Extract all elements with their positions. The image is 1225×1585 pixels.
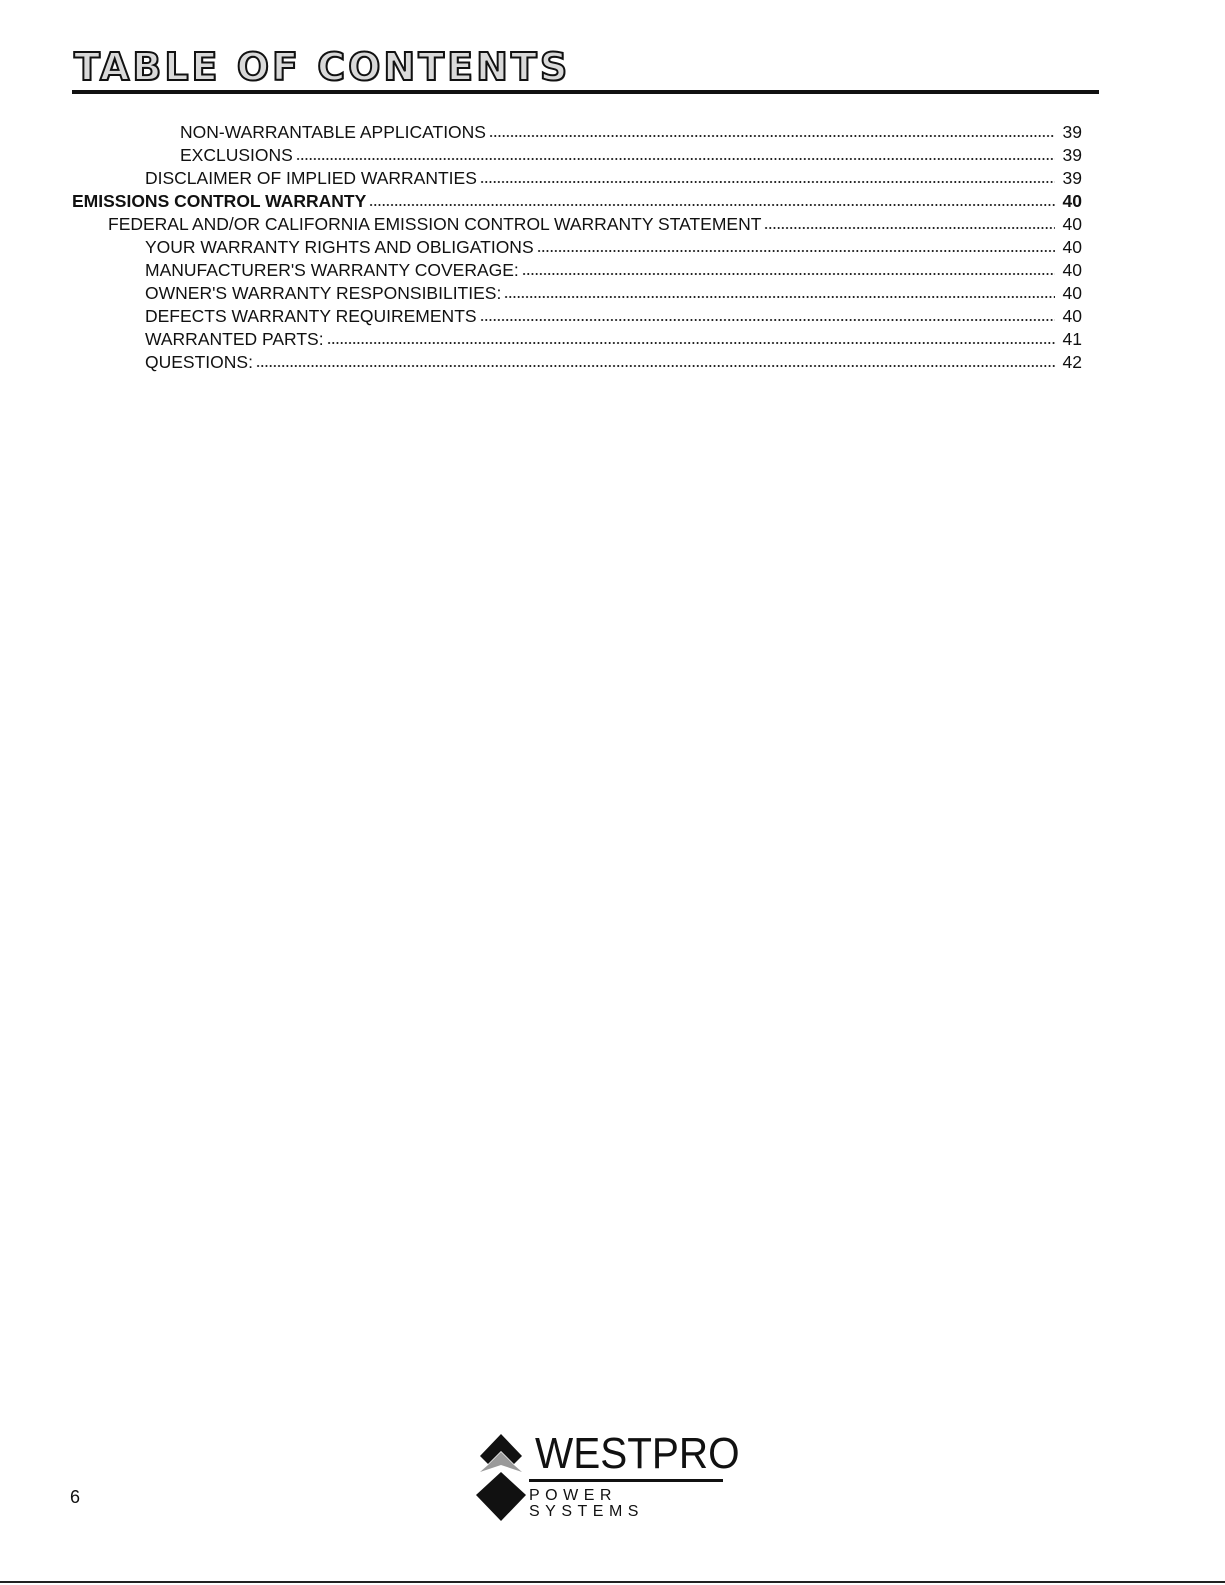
toc-dot-leader (296, 157, 1055, 161)
bottom-rule (0, 1581, 1225, 1583)
toc-dot-leader (537, 249, 1055, 253)
toc-entry-title: EXCLUSIONS (180, 145, 293, 165)
toc-entry-page: 40 (1062, 283, 1082, 303)
toc-dot-leader (480, 318, 1055, 322)
toc-entry-title: NON-WARRANTABLE APPLICATIONS (180, 122, 486, 142)
toc-entry-page: 39 (1062, 122, 1082, 142)
toc-entry-title: DISCLAIMER OF IMPLIED WARRANTIES (145, 168, 477, 188)
page-title: TABLE OF CONTENTS (74, 45, 571, 89)
toc-entry[interactable] (72, 351, 1082, 374)
toc-entry-page: 40 (1062, 191, 1082, 211)
toc-dot-leader (522, 272, 1055, 276)
table-of-contents (72, 121, 1082, 374)
toc-entry[interactable] (72, 121, 1082, 144)
toc-entry[interactable] (72, 213, 1082, 236)
toc-entry-page: 39 (1062, 145, 1082, 165)
toc-entry[interactable] (72, 236, 1082, 259)
toc-entry-title: MANUFACTURER'S WARRANTY COVERAGE: (145, 260, 519, 280)
toc-entry[interactable] (72, 305, 1082, 328)
toc-entry-title: YOUR WARRANTY RIGHTS AND OBLIGATIONS (145, 237, 534, 257)
logo-rule (529, 1479, 723, 1482)
toc-entry-title: WARRANTED PARTS: (145, 329, 324, 349)
toc-entry-title: EMISSIONS CONTROL WARRANTY (72, 191, 367, 211)
toc-entry[interactable] (72, 328, 1082, 351)
toc-entry-page: 40 (1062, 214, 1082, 234)
toc-entry-page: 42 (1062, 352, 1082, 372)
toc-entry[interactable] (72, 167, 1082, 190)
toc-dot-leader (256, 364, 1055, 368)
toc-entry-page: 40 (1062, 237, 1082, 257)
toc-entry-page: 40 (1062, 306, 1082, 326)
toc-dot-leader (480, 180, 1055, 184)
page-number: 6 (70, 1487, 81, 1507)
toc-entry[interactable] (72, 259, 1082, 282)
toc-entry[interactable] (72, 190, 1082, 213)
toc-entry-title: OWNER'S WARRANTY RESPONSIBILITIES: (145, 283, 502, 303)
toc-entry[interactable] (72, 282, 1082, 305)
toc-entry-page: 39 (1062, 168, 1082, 188)
logo-name: WESTPRO (535, 1429, 740, 1478)
toc-entry-page: 41 (1062, 329, 1082, 349)
toc-entry[interactable] (72, 144, 1082, 167)
toc-dot-leader (504, 295, 1055, 299)
toc-entry-title: DEFECTS WARRANTY REQUIREMENTS (145, 306, 477, 326)
toc-entry-page: 40 (1062, 260, 1082, 280)
toc-entry-title: QUESTIONS: (145, 352, 253, 372)
toc-dot-leader (327, 341, 1055, 345)
toc-entry-title: FEDERAL AND/OR CALIFORNIA EMISSION CONTROL WARRANTY STATEMENT (108, 214, 762, 234)
logo-tagline: POWER SYSTEMS (529, 1487, 644, 1520)
title-rule (72, 90, 1099, 94)
toc-dot-leader (764, 226, 1055, 230)
toc-dot-leader (369, 203, 1055, 207)
westpro-logo (474, 1429, 740, 1527)
toc-dot-leader (489, 134, 1055, 138)
